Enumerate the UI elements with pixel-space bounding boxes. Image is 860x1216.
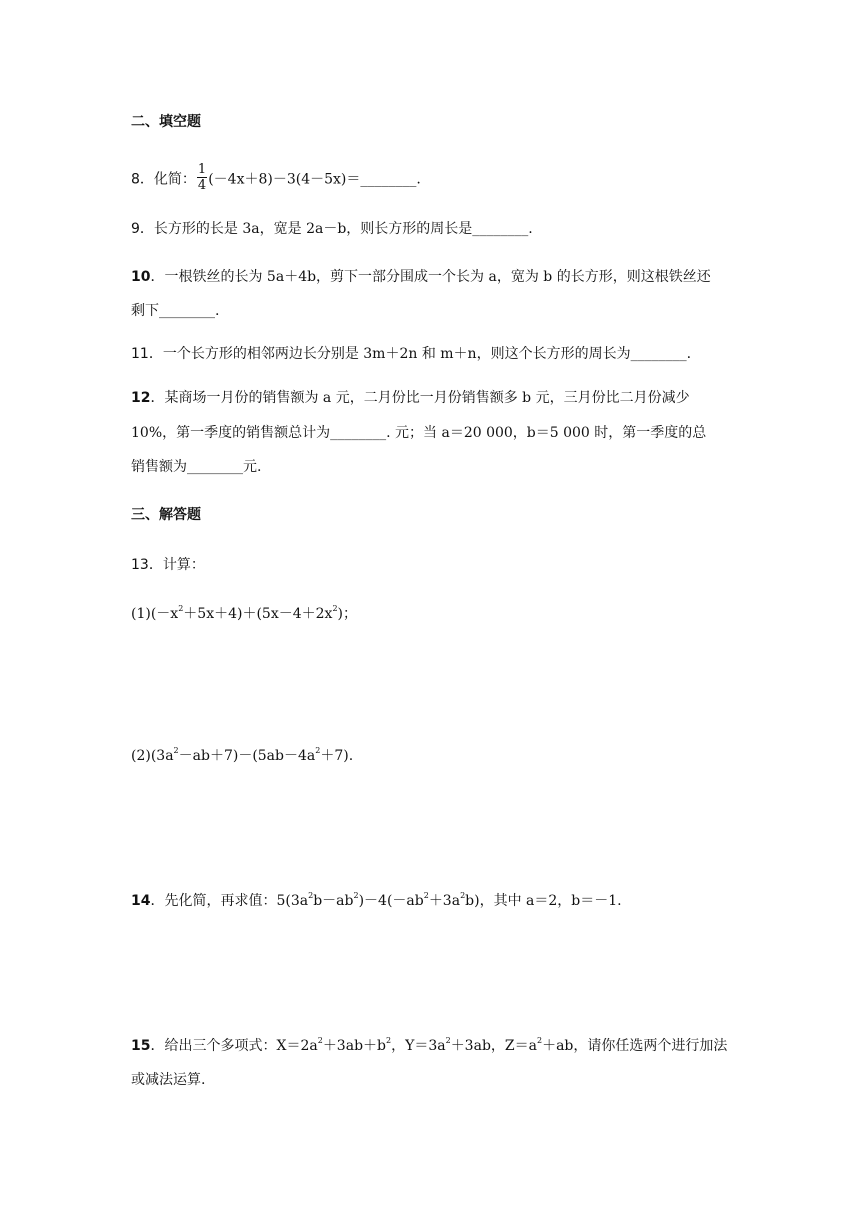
question-14	[131, 891, 622, 911]
expression-segment: ＋3ab，Z＝a	[450, 1038, 537, 1054]
question-separator: ．	[150, 390, 165, 406]
question-text: 计算：	[162, 557, 205, 573]
expression-segment: 先化简，再求值：5(3a	[164, 893, 309, 909]
exponent: 2	[386, 1036, 392, 1046]
fraction	[197, 162, 207, 193]
exponent: 2	[445, 1036, 451, 1046]
question-number: 12	[131, 390, 151, 406]
expression-segment: b)，其中 a＝2，b＝－1.	[465, 893, 622, 909]
question-15-continuation: 或减法运算.	[131, 1072, 206, 1088]
question-separator: ．	[150, 1038, 165, 1054]
question-separator: ．	[148, 557, 163, 573]
question-separator: ．	[139, 221, 154, 237]
expression-segment: )－4(－ab	[358, 893, 424, 909]
exponent: 2	[315, 746, 321, 756]
fraction-denominator: 4	[197, 178, 207, 193]
question-11	[131, 344, 691, 364]
exponent: 2	[308, 891, 314, 901]
expression-segment: －ab＋7)－(5ab－4a	[178, 748, 316, 764]
question-13	[131, 555, 205, 575]
fraction-numerator: 1	[197, 162, 207, 177]
exponent: 2	[536, 1036, 543, 1046]
question-10	[131, 267, 711, 287]
question-prefix: 化简：	[153, 171, 196, 188]
exponent: 2	[178, 604, 184, 614]
question-13-part-2	[131, 746, 353, 766]
question-number: 8	[131, 171, 140, 188]
expression-segment: 给出三个多项式：X＝2a	[164, 1038, 318, 1054]
section-heading-fill-in: 二、填空题	[131, 114, 201, 130]
expression-segment: ＋ab，请你任选两个进行加法	[542, 1038, 728, 1054]
question-8	[131, 164, 421, 195]
question-text: 一个长方形的相邻两边长分别是 3m＋2n 和 m＋n，则这个长方形的周长为________.	[162, 346, 692, 362]
expression-segment: ，Y＝3a	[391, 1038, 446, 1054]
expression-segment: )；	[337, 606, 358, 622]
exponent: 2	[317, 1036, 323, 1046]
exponent: 2	[353, 891, 359, 901]
expression-segment: ＋5x＋4)＋(5x－4＋2x	[183, 606, 333, 622]
expression-segment: b－ab	[313, 893, 354, 909]
expression-segment: ＋7).	[320, 748, 354, 764]
exponent: 2	[423, 891, 429, 901]
question-separator: ．	[148, 346, 163, 362]
expression-segment: (2)(3a	[131, 748, 174, 764]
question-separator: ．	[150, 269, 165, 285]
question-9	[131, 219, 533, 239]
question-text-line-1: 某商场一月份的销售额为 a 元，二月份比一月份销售额多 b 元，三月份比二月份减少	[164, 390, 690, 406]
exponent: 2	[173, 746, 179, 756]
exponent: 2	[460, 891, 466, 901]
question-number: 13	[131, 557, 149, 573]
question-expression: (－4x＋8)－3(4－5x)＝________.	[208, 171, 421, 188]
question-number: 15	[131, 1038, 151, 1054]
section-heading-solve: 三、解答题	[131, 507, 201, 523]
question-13-part-1	[131, 604, 357, 624]
exponent: 2	[332, 604, 338, 614]
expression-segment: ＋3a	[428, 893, 461, 909]
question-number: 10	[131, 269, 151, 285]
question-separator: ．	[150, 893, 165, 909]
expression-segment: (1)(－x	[131, 606, 179, 622]
question-12	[131, 388, 690, 408]
question-12-line-3: 销售额为________元.	[131, 459, 262, 475]
expression-segment: ＋3ab＋b	[322, 1038, 386, 1054]
question-10-continuation: 剩下________.	[131, 303, 220, 319]
question-15	[131, 1036, 727, 1056]
question-number: 9	[131, 221, 140, 237]
question-12-line-2: 10%，第一季度的销售额总计为________. 元；当 a＝20 000，b＝5 000 时，第一季度的总	[131, 425, 707, 441]
question-separator: ．	[139, 171, 154, 188]
question-text: 长方形的长是 3a，宽是 2a－b，则长方形的周长是________.	[153, 221, 533, 237]
question-text-line-1: 一根铁丝的长为 5a＋4b，剪下一部分围成一个长为 a，宽为 b 的长方形，则这根铁丝还	[164, 269, 711, 285]
question-number: 11	[131, 346, 149, 362]
question-number: 14	[131, 893, 151, 909]
